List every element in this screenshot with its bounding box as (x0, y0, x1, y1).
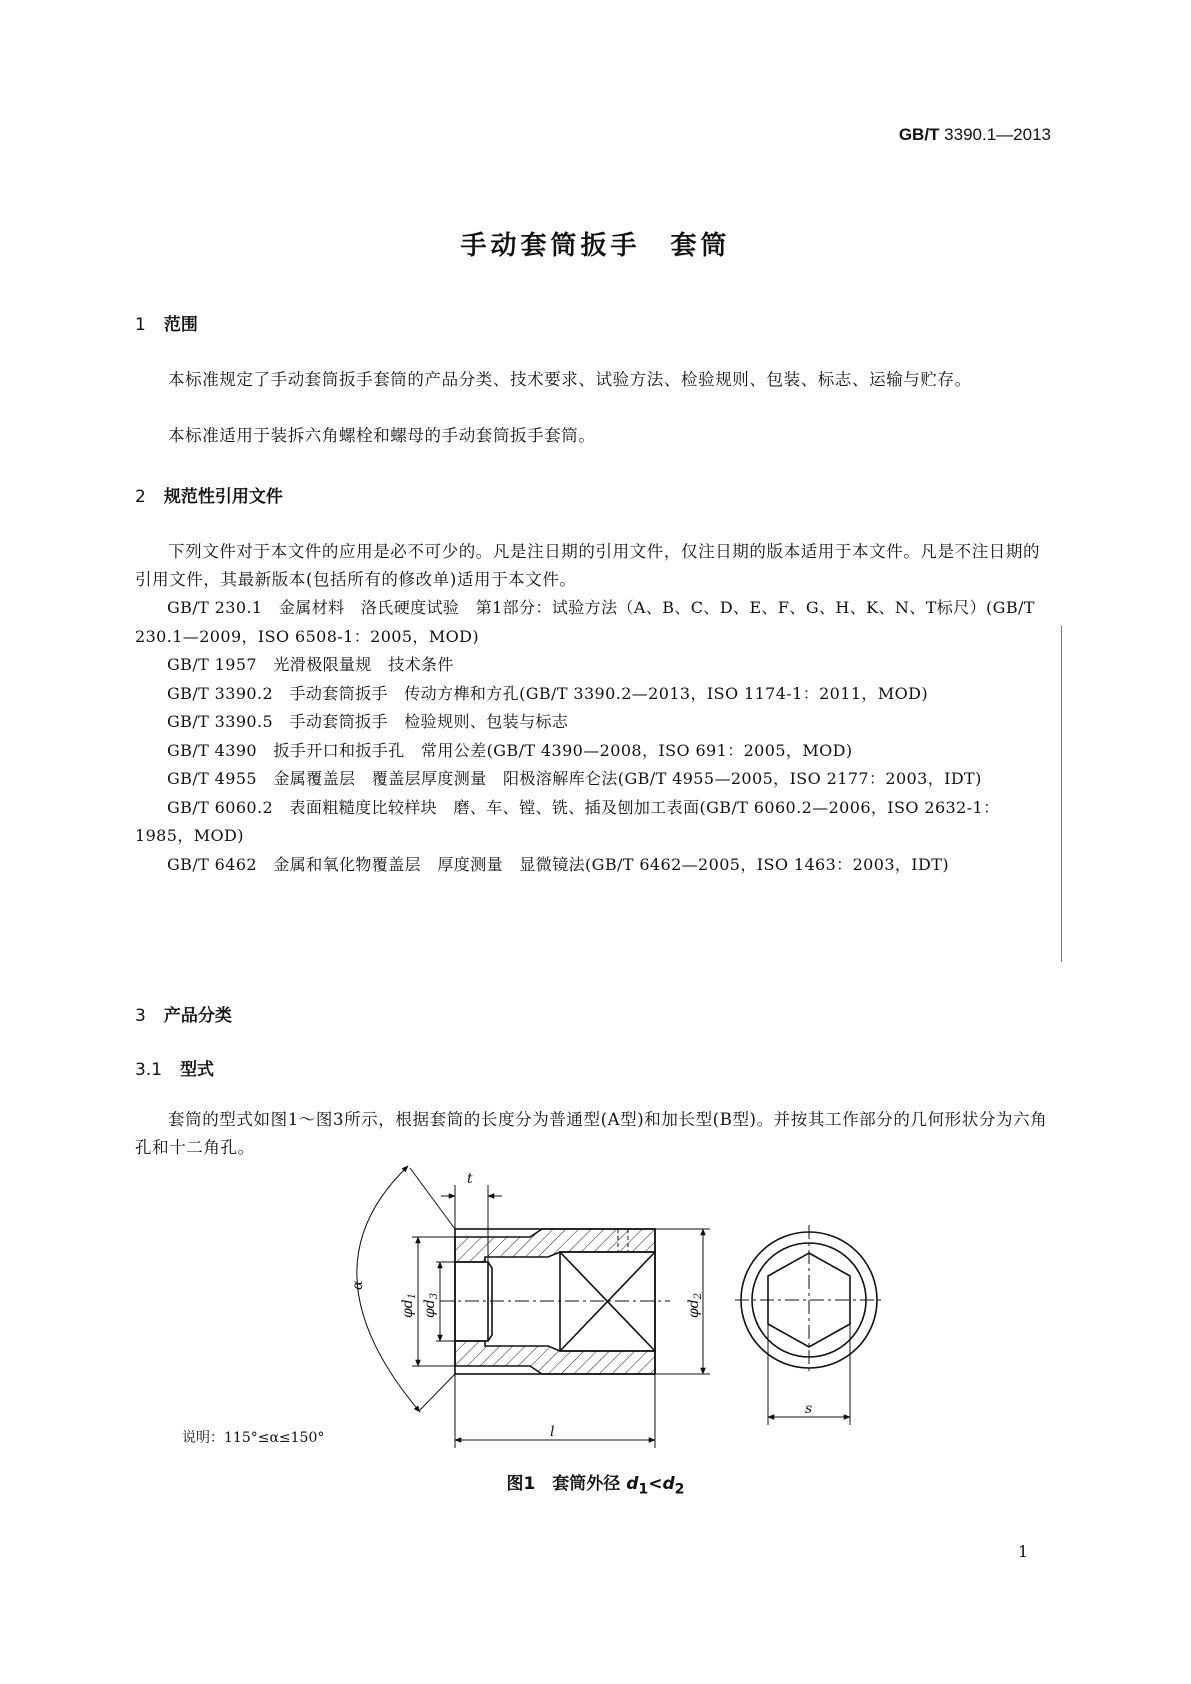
label-phi-d2: $\varphi d_2$ (686, 1292, 704, 1318)
reference-item: GB/T 3390.5 手动套筒扳手 检验规则、包装与标志 (167, 712, 569, 731)
document-title: 手动套筒扳手 套筒 (460, 231, 731, 261)
section-1-paragraph-1: 本标准规定了手动套筒扳手套筒的产品分类、技术要求、试验方法、检验规则、包装、标志、运输与贮存。 (168, 370, 972, 389)
section-2-title: 规范性引用文件 (163, 487, 283, 507)
section-3-number: 3 (135, 1006, 146, 1026)
page-number: 1 (1018, 1542, 1029, 1561)
caption-sub2: 2 (674, 1481, 685, 1498)
label-t: t (467, 1171, 473, 1187)
reference-item: GB/T 4390 扳手开口和扳手孔 常用公差(GB/T 4390—2008，ISO 691：2005，MOD) (167, 740, 853, 760)
reference-item: GB/T 6462 金属和氧化物覆盖层 厚度测量 显微镜法(GB/T 6462—2005，ISO 1463：2003，IDT) (167, 854, 949, 874)
socket-end-view (735, 1225, 883, 1375)
label-phi-d3: $\varphi d_3$ (422, 1292, 440, 1318)
section-3-1-paragraph-1: 套筒的型式如图1～图3所示，根据套筒的长度分为普通型(A型)和加长型(B型)。并按其工作部分的几何形状分为六角孔和十二角孔。 (135, 1110, 1048, 1157)
section-1-title: 范围 (163, 315, 198, 335)
section-3-1-number: 3.1 (135, 1060, 163, 1080)
reference-item: GB/T 3390.2 手动套筒扳手 传动方榫和方孔(GB/T 3390.2—2013，ISO 1174-1：2011，MOD) (167, 683, 928, 703)
reference-item: GB/T 1957 光滑极限量规 技术条件 (167, 655, 454, 674)
socket-wall-top (455, 1229, 655, 1262)
section-3-title: 产品分类 (163, 1006, 232, 1026)
caption-d2: d (662, 1474, 675, 1494)
section-1-paragraph-2: 本标准适用于装拆六角螺栓和螺母的手动套筒扳手套筒。 (168, 426, 596, 445)
reference-item: GB/T 4955 金属覆盖层 覆盖层厚度测量 阳极溶解库仑法(GB/T 4955—2005，ISO 2177：2003，IDT) (167, 769, 982, 788)
section-3-1-title: 型式 (180, 1060, 215, 1080)
socket-wall-bottom (455, 1341, 655, 1374)
label-alpha: α (350, 1280, 366, 1290)
figure-1-caption (0, 1469, 1191, 1497)
reference-item: GB/T 6060.2 表面粗糙度比较样块 磨、车、镗、铣、插及刨加工表面(GB/T 6060.2—2006，ISO 2632-1：1985，MOD) (135, 797, 1000, 845)
standard-prefix: GB/T (898, 125, 940, 144)
dimension-labels (350, 1171, 812, 1440)
reference-item: GB/T 230.1 金属材料 洛氏硬度试验 第1部分：试验方法（A、B、C、D、E、F、G、H、K、N、T标尺）(GB/T 230.1—2009，ISO 6508-1：2005，MOD) (135, 598, 1035, 646)
figure-1-note: 说明：115°≤α≤150° (182, 1430, 325, 1446)
standard-code: 3390.1—2013 (944, 125, 1051, 144)
section-2-paragraph-1: 下列文件对于本文件的应用是必不可少的。凡是注日期的引用文件，仅注日期的版本适用于本文件。凡是不注日期的引用文件，其最新版本(包括所有的修改单)适用于本文件。 (135, 542, 1041, 589)
label-s: s (805, 1401, 813, 1417)
socket-side-view (440, 1229, 670, 1374)
section-1-number: 1 (135, 315, 146, 335)
caption-sub1: 1 (638, 1481, 649, 1498)
section-2-number: 2 (135, 487, 146, 507)
caption-lt: < (648, 1474, 663, 1494)
label-phi-d1: $\varphi d_1$ (400, 1292, 418, 1318)
caption-prefix: 图1 套筒外径 (506, 1474, 621, 1494)
caption-d1: d (626, 1474, 639, 1494)
label-l: l (550, 1424, 555, 1440)
